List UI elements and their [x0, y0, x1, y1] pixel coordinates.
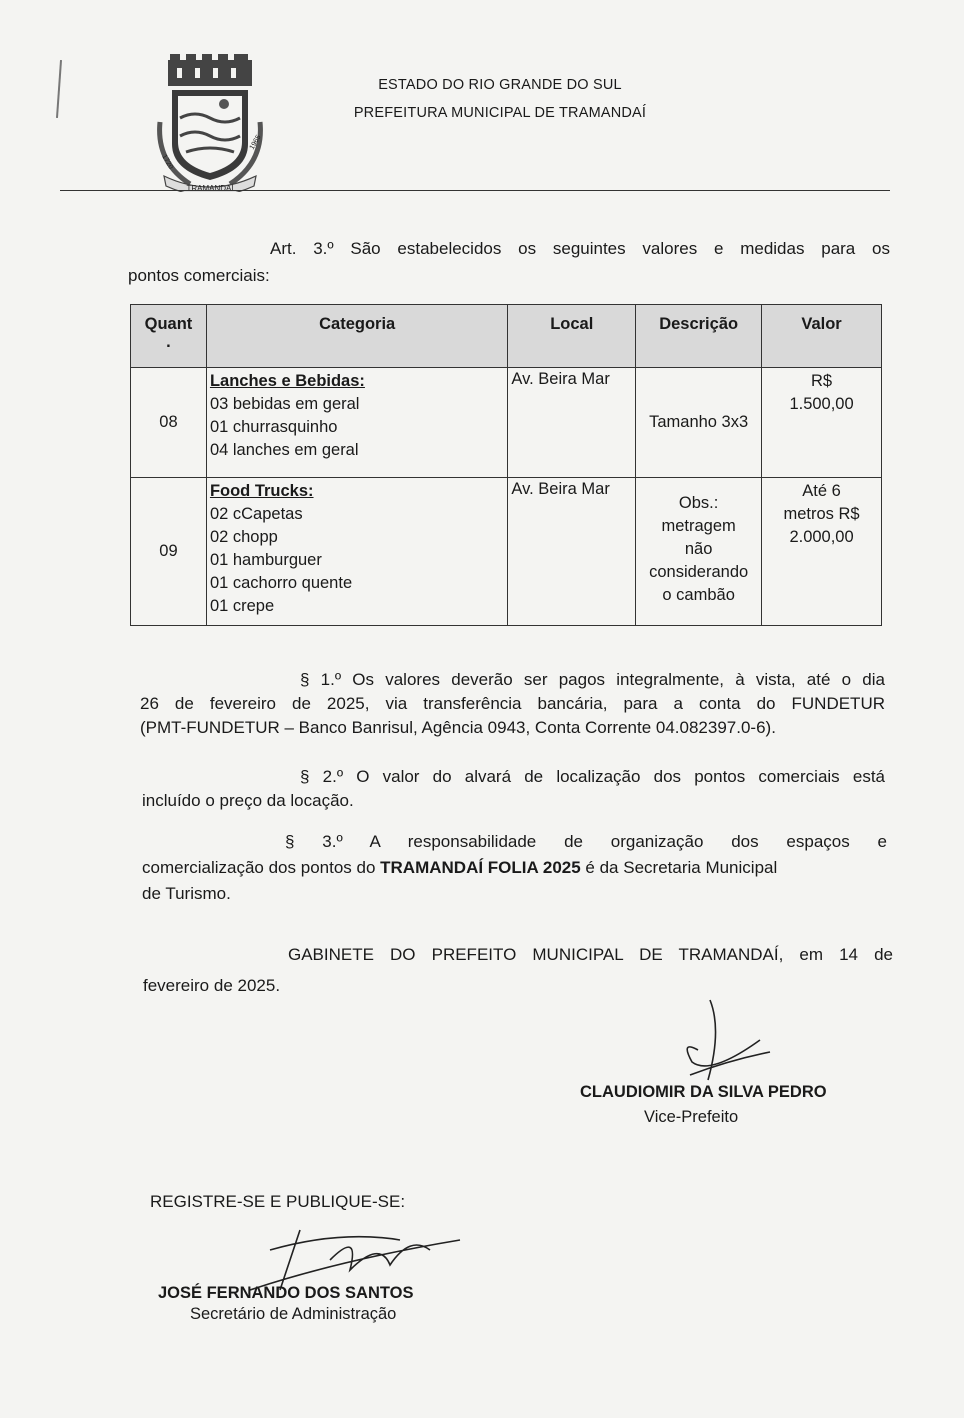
p3-text-post: é da Secretaria Municipal [580, 858, 778, 877]
vice-title: Vice-Prefeito [644, 1108, 739, 1126]
row-valor: R$ 1.500,00 [762, 368, 882, 478]
table-row [131, 368, 882, 478]
col-valor: Valor [762, 305, 882, 368]
register-publish: REGISTRE-SE E PUBLIQUE-SE: [150, 1192, 406, 1211]
col-categoria: Categoria [206, 305, 507, 368]
row-quant: 09 [131, 478, 207, 626]
paragraph-1-line2: 26 de fevereiro de 2025, via transferência bancária, para a conta do FUNDETUR [140, 694, 885, 713]
row-descricao: Obs.: metragem não considerando o cambão [636, 478, 762, 626]
row-quant: 08 [131, 368, 207, 478]
category-item: 02 cCapetas [209, 505, 303, 523]
category-item: 03 bebidas em geral [209, 395, 360, 413]
paragraph-3-lead: § 3.º A responsabilidade de organização dos espaços e [285, 832, 887, 851]
closing-line2: fevereiro de 2025. [143, 976, 281, 995]
article-3-lead: Art. 3.º São estabelecidos os seguintes valores e medidas para os [270, 239, 890, 258]
event-name: TRAMANDAÍ FOLIA 2025 [380, 858, 581, 877]
values-table [130, 304, 882, 626]
paragraph-1-line3: (PMT-FUNDETUR – Banco Banrisul, Agência 0943, Conta Corrente 04.082397.0-6). [140, 718, 776, 737]
category-item: 02 chopp [209, 528, 278, 546]
closing-line1: GABINETE DO PREFEITO MUNICIPAL DE TRAMANDAÍ, em 14 de [288, 945, 893, 964]
category-title: Lanches e Bebidas: [209, 372, 365, 390]
category-title: Food Trucks: [209, 482, 314, 500]
secretary-name: JOSÉ FERNANDO DOS SANTOS [158, 1284, 414, 1302]
row-valor: Até 6 metros R$ 2.000,00 [762, 478, 882, 626]
col-quant: Quant . [131, 305, 207, 368]
table-header-row [131, 305, 882, 368]
secretary-title: Secretário de Administração [190, 1305, 397, 1323]
paragraph-2-lead: § 2.º O valor do alvará de localização dos pontos comerciais está [300, 767, 885, 786]
category-item: 01 hamburguer [209, 551, 322, 569]
paragraph-3-line2 [142, 856, 890, 879]
header-state: ESTADO DO RIO GRANDE DO SUL [378, 77, 622, 93]
col-descricao: Descrição [636, 305, 762, 368]
paragraph-2-line2: incluído o preço da locação. [142, 791, 354, 810]
row-local: Av. Beira Mar [508, 368, 636, 478]
crest-ribbon-text: TRAMANDAÍ [186, 184, 234, 192]
category-item: 04 lanches em geral [209, 441, 359, 459]
table-row [131, 478, 882, 626]
paragraph-1-lead: § 1.º Os valores deverão ser pagos integralmente, à vista, até o dia [300, 670, 885, 689]
header-divider [60, 190, 890, 191]
row-category [206, 368, 507, 478]
header-municipality: PREFEITURA MUNICIPAL DE TRAMANDAÍ [353, 105, 647, 121]
category-item: 01 crepe [209, 597, 275, 615]
row-local: Av. Beira Mar [508, 478, 636, 626]
municipal-crest [150, 52, 270, 192]
row-descricao: Tamanho 3x3 [636, 368, 762, 478]
row-category [206, 478, 507, 626]
article-3-cont: pontos comerciais: [128, 266, 270, 285]
vice-signature [650, 990, 780, 1090]
crest-year-right: 1965 [248, 134, 263, 151]
category-item: 01 churrasquinho [209, 418, 338, 436]
crest-year-left: 1720 [160, 153, 175, 171]
category-item: 01 cachorro quente [209, 574, 353, 592]
col-local: Local [508, 305, 636, 368]
paragraph-3-line3: de Turismo. [142, 884, 231, 903]
edge-mark [56, 60, 62, 118]
vice-name: CLAUDIOMIR DA SILVA PEDRO [580, 1083, 827, 1101]
p3-text-pre: comercialização dos pontos do [142, 858, 381, 877]
